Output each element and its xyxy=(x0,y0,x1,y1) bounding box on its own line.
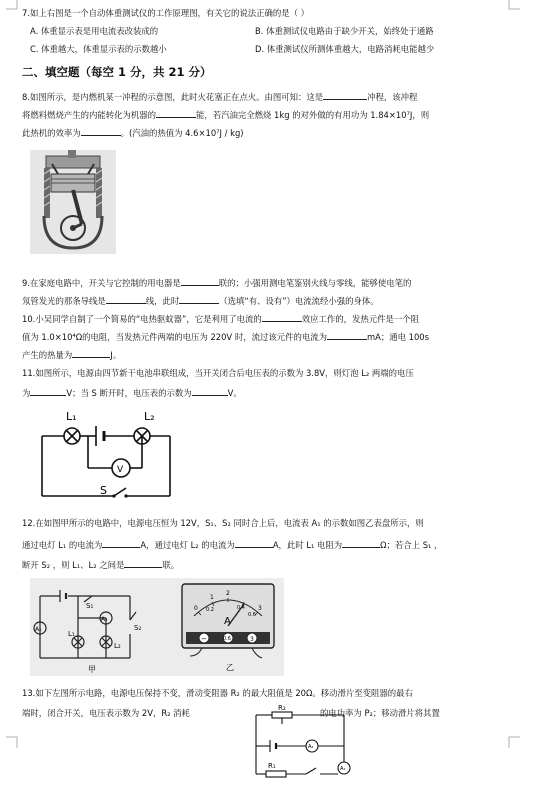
label-a2: A₂ xyxy=(308,744,314,750)
label-r2: R₂ xyxy=(278,704,286,712)
q9-text: （选填“有、设有”）电流流经小强的身体。 xyxy=(219,296,379,306)
label-a2: A₂ xyxy=(101,616,108,623)
answer-blank xyxy=(192,386,228,396)
q8-text: 。(汽油的热值为 4.6×10⁷J / kg) xyxy=(120,128,244,138)
engine-figure xyxy=(30,150,116,254)
label-switch: S xyxy=(100,484,107,497)
corner-mark-bottom-left xyxy=(6,736,18,748)
terminal-3: 3 xyxy=(250,636,254,643)
tick-2: 2 xyxy=(226,590,230,597)
answer-blank xyxy=(327,330,367,340)
q8-text: 能，若汽油完全燃烧 1kg 的对外做的有用功为 1.84×10⁷J，则 xyxy=(196,110,430,120)
q12-text: 通过电灯 L₁ 的电流为 xyxy=(22,540,103,550)
q7-stem: 7.如上右图是一个自动体重测试仪的工作原理图，有关它的说法正确的是（ ） xyxy=(22,8,310,18)
label-r1: R₁ xyxy=(268,762,276,770)
answer-blank xyxy=(235,538,273,548)
q13-text: 的电功率为 P₂；移动滑片将其置 xyxy=(319,708,440,718)
answer-blank xyxy=(262,312,302,322)
label-a1: A₁ xyxy=(35,626,42,633)
label-l2: L₂ xyxy=(144,410,155,423)
q10-text: J。 xyxy=(110,350,122,360)
q12-text: 联。 xyxy=(162,560,180,570)
caption-jia: 甲 xyxy=(88,665,96,674)
answer-blank xyxy=(124,558,162,568)
answer-blank xyxy=(179,294,219,304)
q13-text: 端时，闭合开关，电压表示数为 2V，R₂ 消耗 xyxy=(22,708,190,718)
label-voltmeter: V xyxy=(117,465,124,475)
tick-04: 0.4 xyxy=(237,605,245,611)
q8-text: 此热机的效率为 xyxy=(22,128,81,138)
answer-blank xyxy=(72,348,110,358)
tick-0: 0 xyxy=(194,605,198,612)
corner-mark-top-right xyxy=(508,0,520,10)
label-l1: L₁ xyxy=(66,410,77,423)
q10-text: 10.小吴同学自制了一个简易的“电热驱蚊器”，它是利用了电流的 xyxy=(22,314,262,324)
label-l2: L₂ xyxy=(114,642,121,650)
answer-blank xyxy=(102,538,140,548)
q11-circuit-figure xyxy=(30,406,180,504)
terminal-06: 0.6 xyxy=(223,636,231,642)
tick-1: 1 xyxy=(210,594,214,601)
q10-line-1 xyxy=(22,312,419,325)
corner-mark-bottom-right xyxy=(508,736,520,748)
q7-option-a: A. 体重显示表是用电流表改装成的 xyxy=(30,26,159,36)
q9-text: 9.在家庭电路中，开关与它控制的用电器是 xyxy=(22,278,181,288)
q12-text: 断开 S₂ ，则 L₁、L₂ 之间是 xyxy=(22,560,125,570)
q10-line-3 xyxy=(22,348,121,361)
q9-text: 氖管发光的那条导线是 xyxy=(22,296,106,306)
q12-text: A，通过电灯 L₂ 的电流为 xyxy=(140,540,235,550)
answer-blank xyxy=(30,386,66,396)
terminal-minus: − xyxy=(201,635,207,643)
answer-blank xyxy=(156,108,196,118)
answer-blank xyxy=(181,276,219,286)
q12-text: A，此时 L₁ 电阻为 xyxy=(272,540,343,550)
answer-blank xyxy=(81,126,121,136)
q11-text: V。 xyxy=(227,388,242,398)
q9-text: 线，此时 xyxy=(145,296,180,306)
label-s2: S₂ xyxy=(134,624,142,632)
q9-line-2 xyxy=(22,294,379,307)
answer-blank xyxy=(323,90,367,100)
q8-line-3 xyxy=(22,126,244,139)
section-title: 二、填空题（每空 1 分，共 21 分） xyxy=(22,65,212,79)
q10-text: 效应工作的，发热元件是一个阻 xyxy=(301,314,419,324)
q12-figures xyxy=(30,578,284,676)
label-s1: S₁ xyxy=(86,602,94,610)
q12-text: Ω；若合上 S₁ ， xyxy=(380,540,443,550)
answer-blank xyxy=(106,294,146,304)
q11-line-1: 11.如图所示，电源由四节新干电池串联组成，当开关闭合后电压表的示数为 3.8V，则灯泡 L₂ 两端的电压 xyxy=(22,368,414,378)
q10-line-2 xyxy=(22,330,429,343)
q12-line-3 xyxy=(22,558,179,571)
q10-text: 产生的热量为 xyxy=(22,350,73,360)
corner-mark-top-left xyxy=(6,0,18,10)
q11-text: 为 xyxy=(22,388,31,398)
unit-label: A xyxy=(224,616,231,627)
q13-line-1: 13.如下左图所示电路，电源电压保持不变，滑动变阻器 R₂ 的最大阻值是 20Ω。移动滑片至变阻器的最右 xyxy=(22,688,413,698)
q11-text: V；当 S 断开时，电压表的示数为 xyxy=(66,388,192,398)
label-a1: A₁ xyxy=(340,766,346,772)
q11-line-2 xyxy=(22,386,242,399)
q7-option-c: C. 体重越大，体重显示表的示数越小 xyxy=(30,44,167,54)
q13-circuit-figure xyxy=(236,702,356,786)
answer-blank xyxy=(342,538,380,548)
q8-line-1 xyxy=(22,90,417,103)
q9-text: 联的；小强用测电笔鉴别火线与零线，能够使电笔的 xyxy=(218,278,412,288)
tick-02: 0.2 xyxy=(206,607,214,613)
q7-option-b: B. 体重测试仪电路由于缺少开关，始终处于通路 xyxy=(255,26,434,36)
q12-line-2 xyxy=(22,538,442,551)
q8-text: 冲程，该冲程 xyxy=(367,92,418,102)
q13-line-2 xyxy=(22,708,440,719)
q12-line-1: 12.在如图甲所示的电路中，电源电压恒为 12V，S₁、S₂ 同时合上后，电流表 A₁ 的示数如图乙表盘所示，则 xyxy=(22,518,424,528)
tick-06: 0.6 xyxy=(248,612,256,618)
label-l1: L₁ xyxy=(68,630,75,638)
q7-option-d: D. 体重测试仪所测体重越大，电路消耗电能越少 xyxy=(255,44,435,54)
caption-yi: 乙 xyxy=(226,663,234,672)
q9-line-1 xyxy=(22,276,411,289)
q8-text: 8.如图所示，是内燃机某一冲程的示意图，此时火花塞正在点火。由图可知：这是 xyxy=(22,92,324,102)
q10-text: 值为 1.0×10⁴Ω的电阻，当发热元件两端的电压为 220V 时，流过该元件的电流为 xyxy=(22,332,327,342)
q8-text: 将燃料燃烧产生的内能转化为机器的 xyxy=(22,110,156,120)
tick-3: 3 xyxy=(258,605,262,612)
q8-line-2 xyxy=(22,108,429,121)
q10-text: mA；通电 100s xyxy=(366,332,429,342)
